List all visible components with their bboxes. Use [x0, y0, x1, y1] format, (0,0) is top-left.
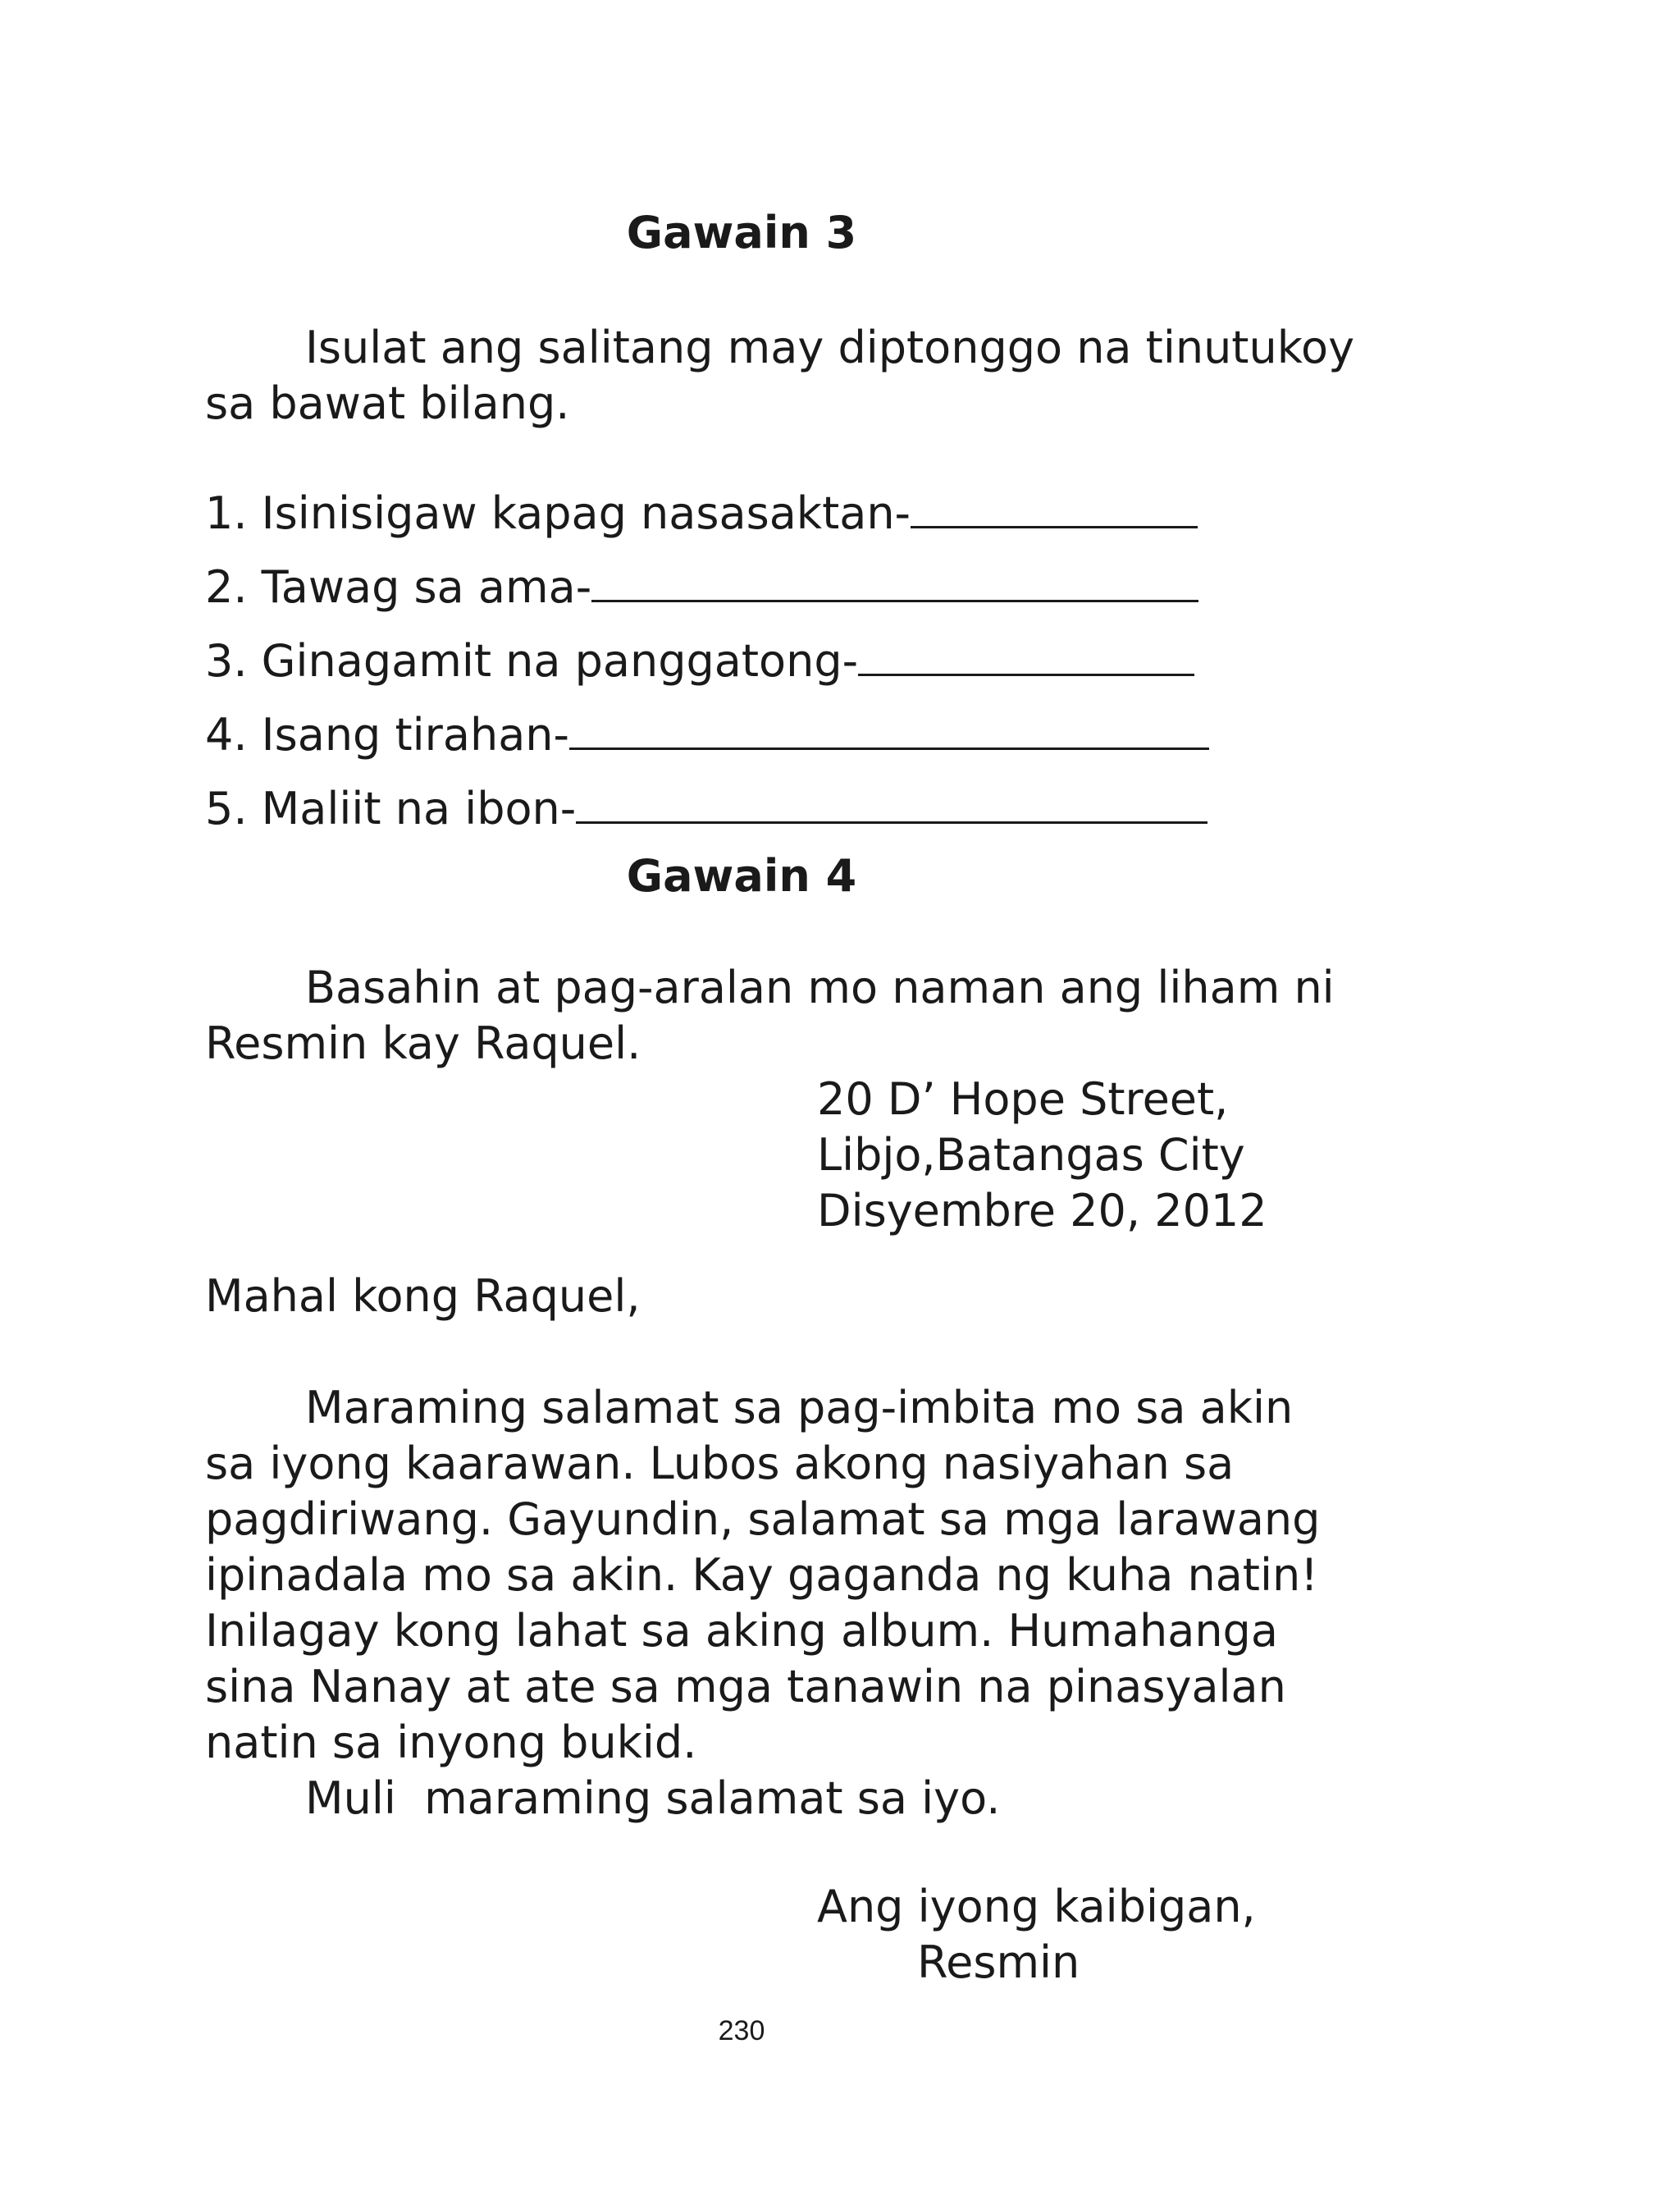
letter-body-line: ipinadala mo sa akin. Kay gaganda ng kuha natin! — [205, 1549, 1318, 1601]
item-5-answer-blank[interactable] — [576, 785, 1208, 824]
activity3-item-3 — [205, 633, 1194, 689]
letter-body-line: natin sa inyong bukid. — [205, 1717, 697, 1768]
letter-date: Disyembre 20, 2012 — [817, 1185, 1267, 1237]
letter-body-line: pagdiriwang. Gayundin, salamat sa mga larawang — [205, 1493, 1321, 1545]
activity3-title: Gawain 3 — [626, 207, 857, 258]
item-3-label: 3. Ginagamit na panggatong- — [205, 635, 859, 687]
letter-body-line: Inilagay kong lahat sa aking album. Humahanga — [205, 1605, 1278, 1657]
letter-address-line1: 20 D’ Hope Street, — [817, 1073, 1229, 1125]
item-3-answer-blank[interactable] — [858, 638, 1194, 676]
page-number: 230 — [718, 2015, 765, 2046]
letter-closing-line: Muli maraming salamat sa iyo. — [305, 1772, 1001, 1824]
letter-body-line: sina Nanay at ate sa mga tanawin na pinasyalan — [205, 1661, 1286, 1712]
activity4-instruction-line1: Basahin at pag-aralan mo naman ang liham ni — [305, 962, 1335, 1013]
item-5-label: 5. Maliit na ibon- — [205, 783, 577, 834]
activity3-item-4 — [205, 707, 1209, 763]
letter-body-line: Maraming salamat sa pag-imbita mo sa akin — [305, 1382, 1294, 1433]
activity3-item-1 — [205, 486, 1198, 542]
letter-salutation: Mahal kong Raquel, — [205, 1270, 641, 1322]
item-1-answer-blank[interactable] — [911, 490, 1198, 528]
item-1-label: 1. Isinisigaw kapag nasasaktan- — [205, 487, 911, 539]
item-4-answer-blank[interactable] — [569, 711, 1209, 750]
letter-signature: Resmin — [917, 1936, 1080, 1988]
letter-address-line2: Libjo,Batangas City — [817, 1129, 1245, 1181]
activity4-title: Gawain 4 — [626, 850, 857, 902]
item-2-label: 2. Tawag sa ama- — [205, 561, 592, 613]
activity3-instruction-line1: Isulat ang salitang may diptonggo na tinutukoy — [305, 322, 1355, 373]
letter-complimentary-close: Ang iyong kaibigan, — [817, 1881, 1256, 1932]
item-4-label: 4. Isang tirahan- — [205, 709, 569, 761]
item-2-answer-blank[interactable] — [591, 564, 1198, 602]
activity3-instruction-line2: sa bawat bilang. — [205, 377, 570, 429]
activity3-item-2 — [205, 560, 1198, 615]
activity4-instruction-line2: Resmin kay Raquel. — [205, 1017, 641, 1069]
activity3-item-5 — [205, 781, 1208, 837]
letter-body-line: sa iyong kaarawan. Lubos akong nasiyahan sa — [205, 1438, 1235, 1489]
